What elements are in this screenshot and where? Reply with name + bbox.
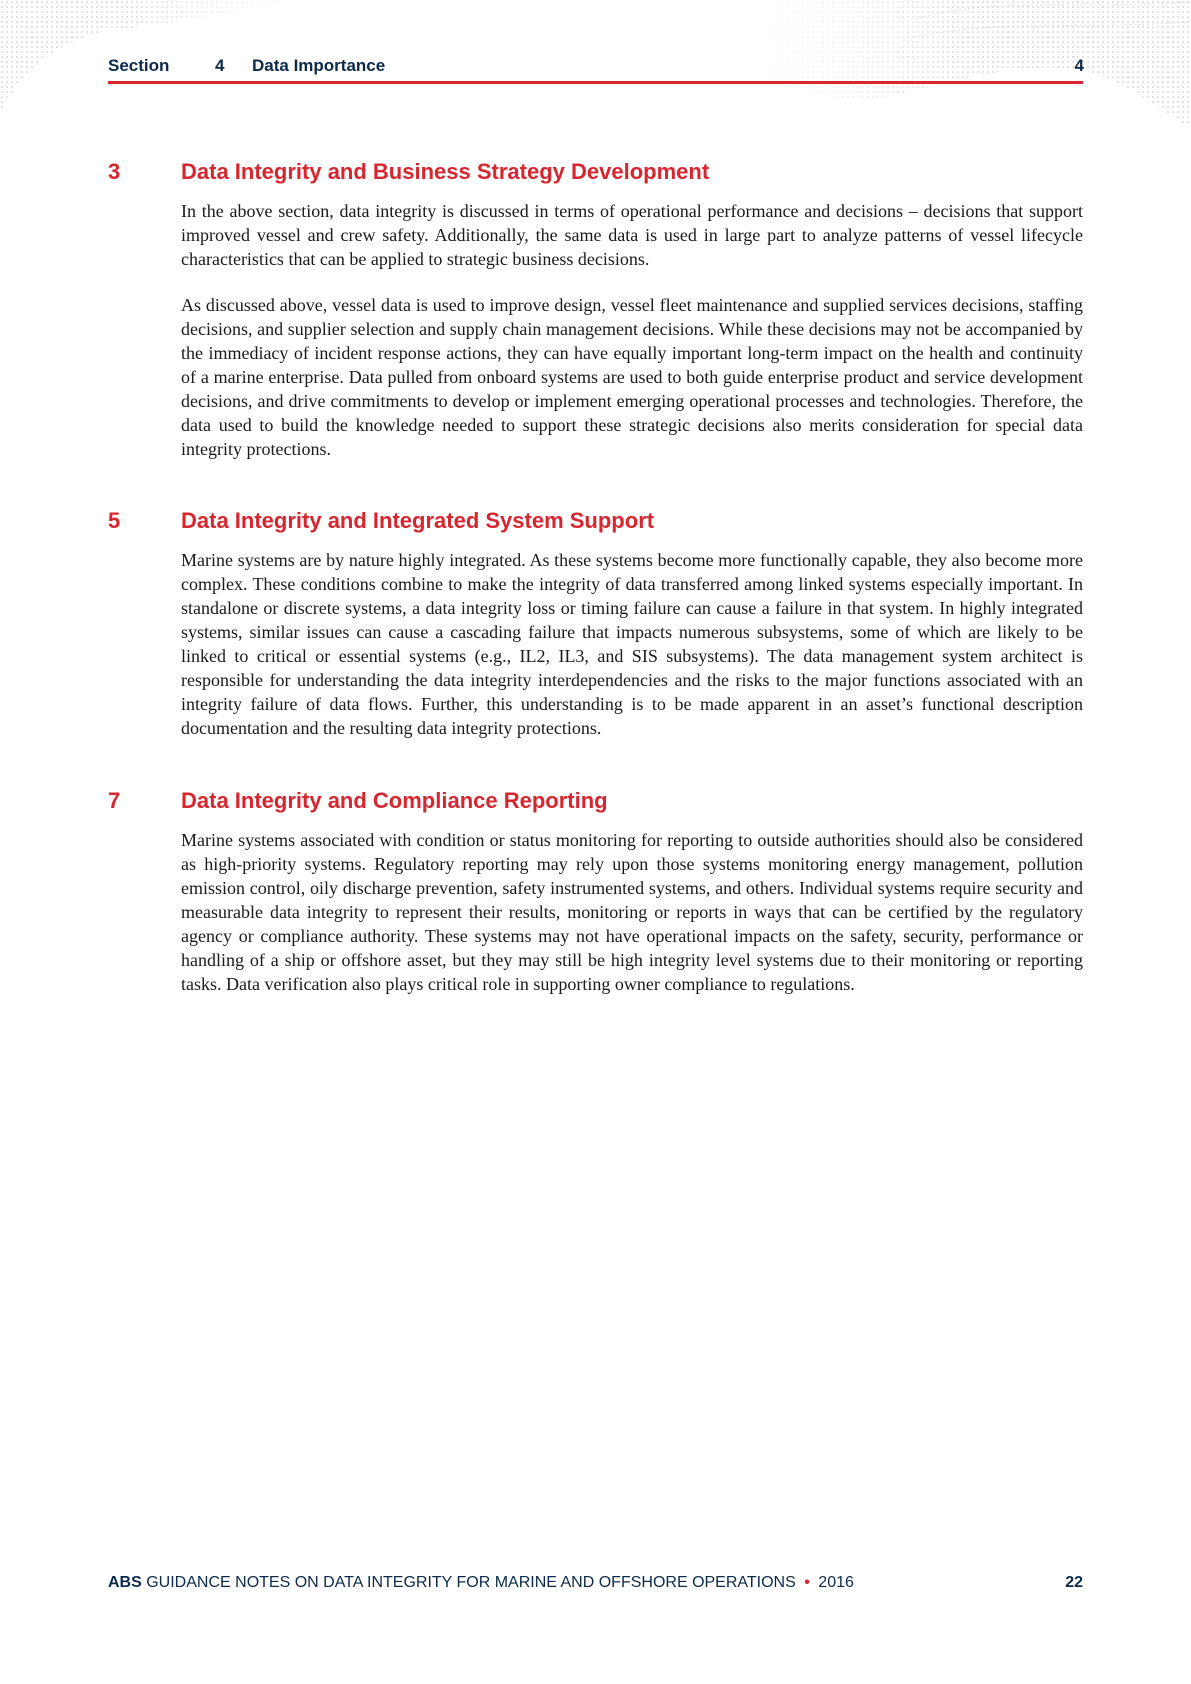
header-divider <box>108 81 1083 84</box>
section-number: 5 <box>108 508 121 533</box>
section-heading: Data Integrity and Integrated System Support <box>181 508 655 533</box>
section-heading: Data Integrity and Compliance Reporting <box>181 788 608 813</box>
running-header-page-marker: 4 <box>1074 56 1084 75</box>
footer-bullet: • <box>804 1574 810 1591</box>
running-header-section-title: Data Importance <box>252 56 386 75</box>
body-paragraph: As discussed above, vessel data is used to improve design, vessel fleet maintenance and supplied services decisions, staffing decisions, and supplier selection and supply chain management decisions. While these decisions may not be accompanied by the immediacy of incident response actions, they can have equally important long-term impact on the health and continuity of a marine enterprise. Data pulled from onboard systems are used to both guide enterprise product and service development decisions, and drive commitments to develop or implement emerging operational processes and technologies. Therefore, the data used to build the knowledge needed to support these strategic decisions also merits consideration for special data integrity protections. <box>181 295 1083 459</box>
footer-page-number: 22 <box>1065 1574 1083 1591</box>
section-number: 3 <box>108 159 121 184</box>
running-header-section-number: 4 <box>215 56 225 75</box>
body-paragraph: In the above section, data integrity is discussed in terms of operational performance and decisions – decisions that support improved vessel and crew safety. Additionally, the same data is used in large part to analyze patterns of vessel lifecycle characteristics that can be applied to strategic business decisions. <box>181 201 1083 269</box>
running-footer <box>108 1573 854 1593</box>
footer-brand: ABS <box>108 1574 142 1591</box>
dotted-wave-decoration-right <box>751 0 1191 130</box>
section-number: 7 <box>108 788 121 813</box>
body-paragraph: Marine systems are by nature highly integrated. As these systems become more functionally capable, they also become more complex. These conditions combine to make the integrity of data transferred among linked systems especially important. In standalone or discrete systems, a data integrity loss or timing failure can cause a failure in that system. In highly integrated systems, similar issues can cause a cascading failure that impacts numerous subsystems, some of which are likely to be linked to critical or essential systems (e.g., IL2, IL3, and SIS subsystems). The data management system architect is responsible for understanding the data integrity interdependencies and the risks to the major functions associated with an integrity failure of data flows. Further, this understanding is to be made apparent in an asset’s functional description documentation and the resulting data integrity protections. <box>181 550 1083 738</box>
running-header-section-label: Section <box>108 56 170 75</box>
footer-title: GUIDANCE NOTES ON DATA INTEGRITY FOR MARINE AND OFFSHORE OPERATIONS <box>146 1574 796 1591</box>
footer-year: 2016 <box>818 1574 854 1591</box>
body-paragraph: Marine systems associated with condition or status monitoring for reporting to outside authorities should also be considered as high-priority systems. Regulatory reporting may rely upon those systems monitoring energy management, pollution emission control, oily discharge prevention, safety instrumented systems, and others. Individual systems require security and measurable data integrity to represent their results, monitoring or reports in ways that can be certified by the regulatory agency or compliance authority. These systems may not have operational impacts on the safety, security, performance or handling of a ship or offshore asset, but they may still be high integrity level systems due to their monitoring or reporting tasks. Data verification also plays critical role in supporting owner compliance to regulations. <box>181 830 1083 994</box>
section-heading: Data Integrity and Business Strategy Development <box>181 159 710 184</box>
